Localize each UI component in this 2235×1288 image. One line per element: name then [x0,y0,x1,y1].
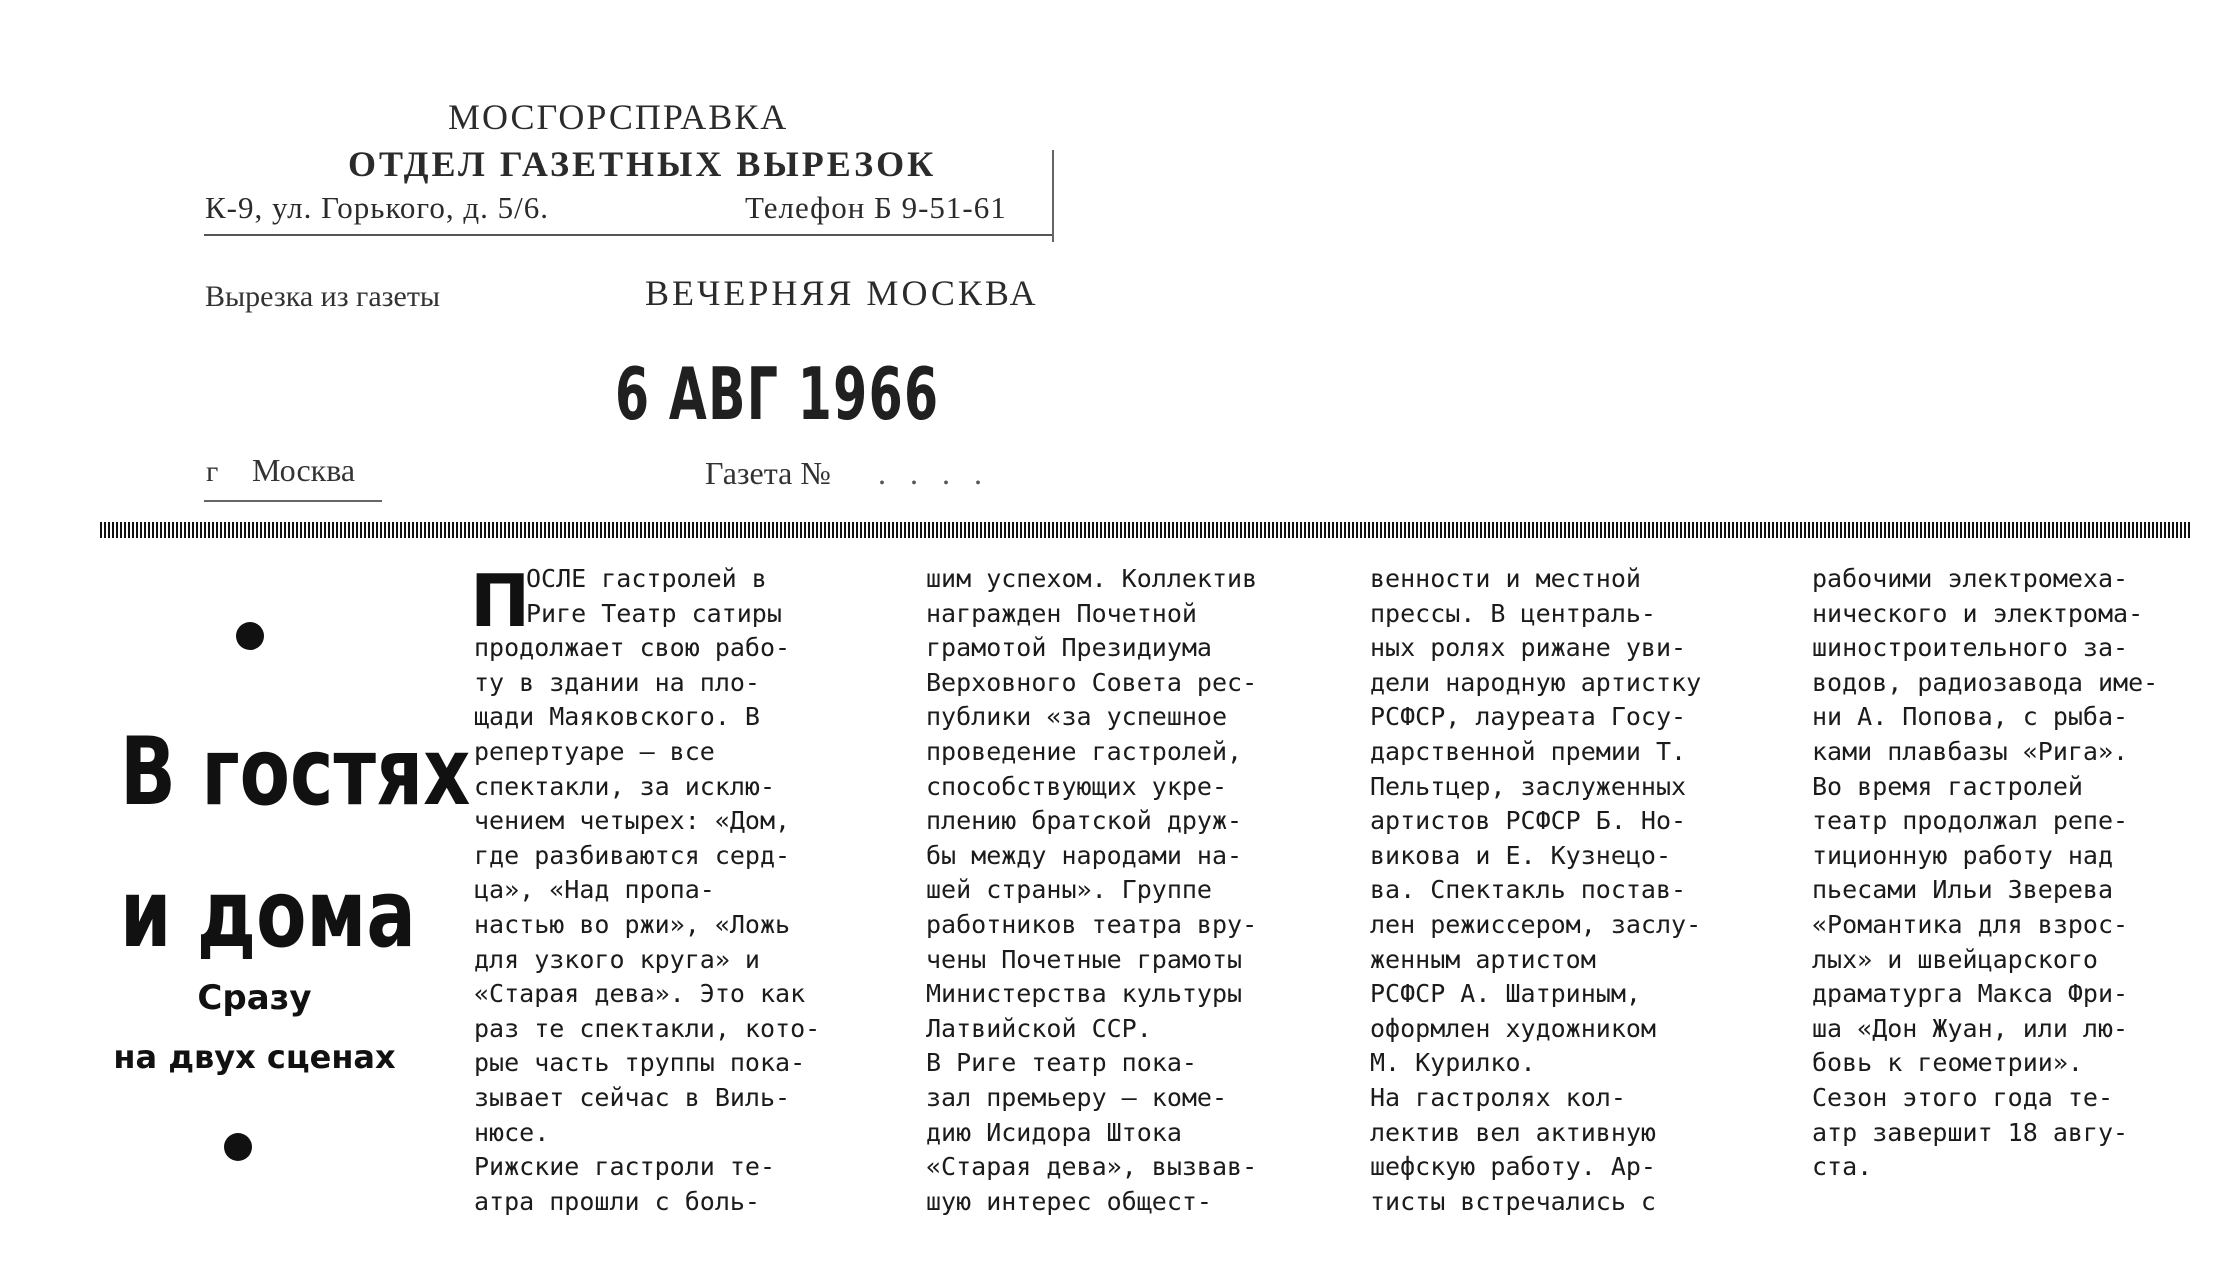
article-line: ста. [1812,1152,1873,1182]
article-line: дели народную артистку [1370,667,1702,697]
article-line: ца», «Над пропа- [474,875,715,905]
headline-line-1: В гостях [119,718,471,827]
article-line: ных ролях рижане уви- [1370,633,1687,663]
article-line: лектив вел активную [1370,1117,1656,1147]
department-name: ОТДЕЛ ГАЗЕТНЫХ ВЫРЕЗОК [348,144,937,184]
article-line: дию Исидора Штока [926,1117,1182,1147]
article-line: викова и Е. Кузнецо- [1370,840,1672,870]
article-line: Во время гастролей [1812,771,2083,801]
article-line: публики «за успешное [926,702,1228,732]
issue-value: . . . . [878,455,990,491]
article-line: шей страны». Группе [926,875,1212,905]
article-line: рабочими электромеха- [1812,564,2129,593]
article-line: лен режиссером, заслу- [1370,909,1702,939]
article-line: М. Курилко. [1370,1048,1536,1078]
header-vertical-rule [1052,150,1054,242]
article-line: театр продолжал репе- [1812,806,2129,836]
article-line: ОСЛЕ гастролей в [526,564,767,593]
article-line: ша «Дон Жуан, или лю- [1812,1013,2129,1043]
article-line: зал премьеру — коме- [926,1082,1228,1112]
dropcap: П [470,559,531,643]
newspaper-name: ВЕЧЕРНЯЯ МОСКВА [645,273,1039,313]
article-line: чены Почетные грамоты [926,944,1243,974]
article-line: нического и электрома- [1812,598,2144,628]
article-line: Верховного Совета рес- [926,667,1258,697]
article-line: ками плавбазы «Рига». [1812,736,2129,766]
headline-line-2: и дома [119,860,416,969]
agency-name: МОСГОРСПРАВКА [448,97,789,137]
article-line: РСФСР А. Шатриным, [1370,979,1641,1009]
article-line: спектакли, за исклю- [474,771,776,801]
article-line: Рижские гастроли те- [474,1152,776,1182]
article-line: нюсе. [474,1117,550,1147]
article-line: шиностроительного за- [1812,633,2129,663]
agency-phone: Телефон Б 9-51-61 [745,190,1007,225]
article-line: лых» и швейцарского [1812,944,2098,974]
article-line: пьесами Ильи Зверева [1812,875,2114,905]
article-line: водов, радиозавода име- [1812,667,2159,697]
header-rule [204,234,1054,236]
article-line: грамотой Президиума [926,633,1212,663]
article-line: плению братской друж- [926,806,1243,836]
subhead-line-2: на двух сценах [113,1038,396,1076]
city-name: Москва [252,452,356,488]
article-line: Сезон этого года те- [1812,1082,2114,1112]
article-line: тисты встречались с [1370,1186,1656,1216]
city-prefix: г [206,455,219,488]
article-line: атра прошли с боль- [474,1186,760,1216]
article-line: чением четырех: «Дом, [474,806,791,836]
article-line: «Романтика для взрос- [1812,909,2129,939]
article-line: артистов РСФСР Б. Но- [1370,806,1687,836]
article-line: драматурга Макса Фри- [1812,979,2129,1009]
article-line: Риге Театр сатиры [526,598,782,628]
article-line: раз те спектакли, кото- [474,1013,821,1043]
article-line: ва. Спектакль постав- [1370,875,1687,905]
article-line: где разбиваются серд- [474,840,791,870]
subhead-line-1: Сразу [197,978,312,1018]
article-line: шефскую работу. Ар- [1370,1152,1656,1182]
article-line: дарственной премии Т. [1370,736,1687,766]
article-line: награжден Почетной [926,598,1197,628]
article-line: атр завершит 18 авгу- [1812,1117,2129,1147]
article-line: шим успехом. Коллектив [926,564,1258,593]
article-line: РСФСР, лауреата Госу- [1370,702,1687,732]
article-column-3 [1370,562,1780,1219]
agency-address: К-9, ул. Горького, д. 5/6. [205,190,550,225]
article-line: тиционную работу над [1812,840,2114,870]
clipping-divider [100,522,2192,538]
article-column-2 [926,562,1336,1219]
article-line: щади Маяковского. В [474,702,760,732]
article-line: женным артистом [1370,944,1596,974]
article-line: оформлен художником [1370,1013,1656,1043]
article-line: прессы. В централь- [1370,598,1656,628]
article-line: «Старая дева». Это как [474,979,806,1009]
article-line: Латвийской ССР. [926,1013,1152,1043]
bullet-top [236,622,264,650]
article-line: продолжает свою рабо- [474,633,791,663]
article-line: ту в здании на пло- [474,667,760,697]
article-line: настью во ржи», «Ложь [474,909,791,939]
bullet-bottom [224,1133,252,1161]
article-line: способствующих укре- [926,771,1228,801]
article-line: венности и местной [1370,564,1641,593]
article-column-4 [1812,562,2227,1185]
article-line: для узкого круга» и [474,944,760,974]
clipping-label: Вырезка из газеты [205,280,441,313]
article-column-1 [474,562,890,1219]
article-line: репертуаре — все [474,736,715,766]
article-line: Министерства культуры [926,979,1243,1009]
city-underline [204,500,382,502]
article-line: «Старая дева», вызвав- [926,1152,1258,1182]
article-line: бы между народами на- [926,840,1243,870]
article-line: зывает сейчас в Виль- [474,1082,791,1112]
article-line: работников театра вру- [926,909,1258,939]
article-line: ни А. Попова, с рыба- [1812,702,2129,732]
article-line: рые часть труппы пока- [474,1048,806,1078]
article-line: Пельтцер, заслуженных [1370,771,1687,801]
article-line: На гастролях кол- [1370,1082,1626,1112]
date-stamp: 6 АВГ 1966 [615,352,940,436]
article-line: В Риге театр пока- [926,1048,1197,1078]
article-line: шую интерес общест- [926,1186,1212,1216]
article-line: бовь к геометрии». [1812,1048,2083,1078]
issue-label: Газета № [705,455,831,491]
article-line: проведение гастролей, [926,736,1243,766]
